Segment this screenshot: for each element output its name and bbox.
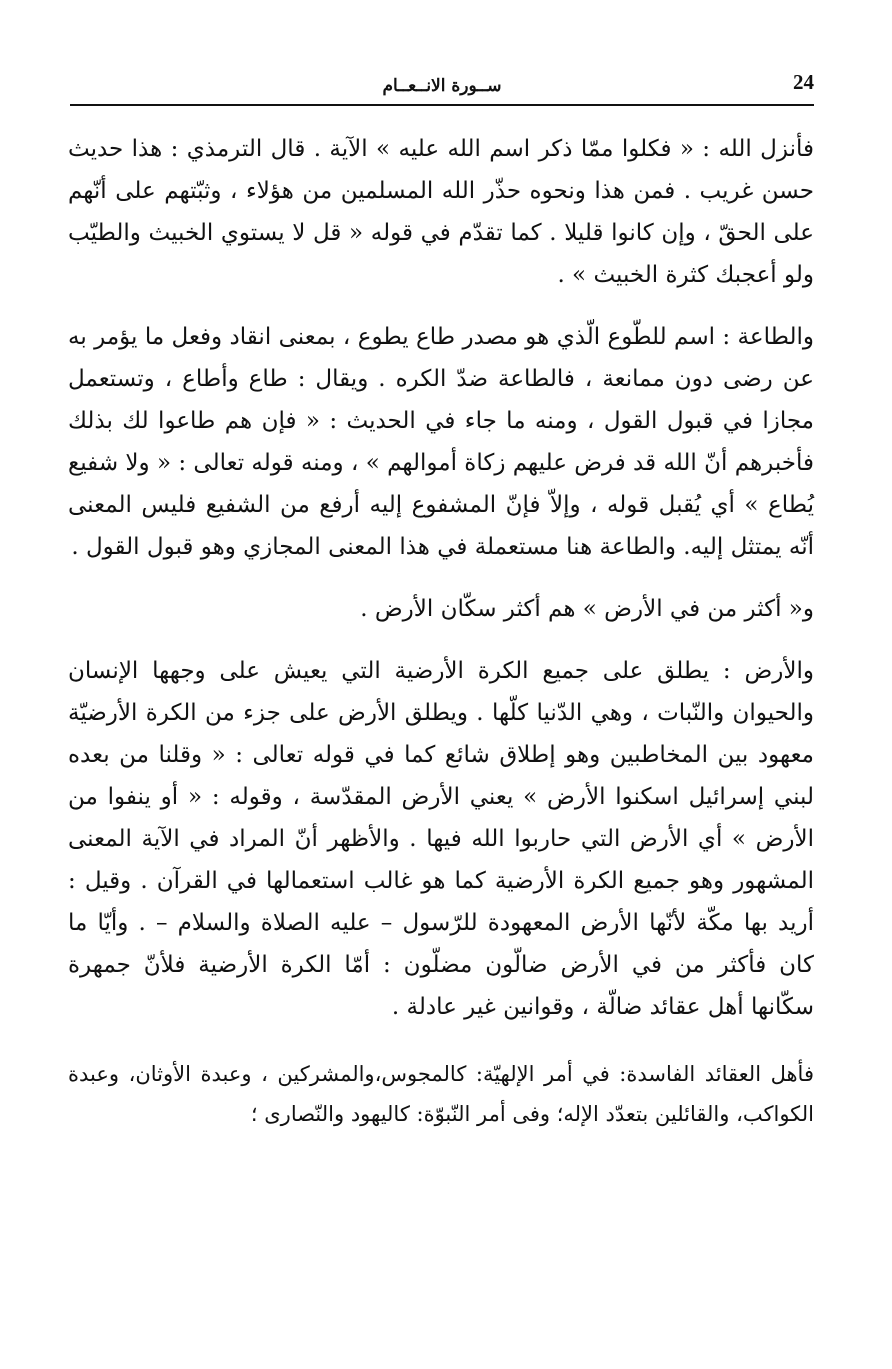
paragraph-ard: والأرض : يطلق على جميع الكرة الأرضية التي يعيش على وجهها الإنسان والحيوان والنّبات ، وهي الدّنيا كلّها . ويطلق الأرض على جزء من الكرة الأرضيّة معهود بين المخاطبين وهو إطلاق شائع كما في قوله تعالى : « وقلنا من بعده لبني إسرائيل اسكنوا الأرض » يعني الأرض المقدّسة ، وقوله : « أو ينفوا من الأرض » أي الأرض التي حاربوا الله فيها . والأظهر أنّ المراد في الآية المعنى المشهور وهو جميع الكرة الأرضية كما هو غالب استعمالها في القرآن . وقيل : أريد بها مكّة لأنّها الأرض المعهودة للرّسول – عليه الصلاة والسلام – . وأيّا ما كان فأكثر من في الأرض ضالّون مضلّون : أمّا الكرة الأرضية فلأنّ جمهرة سكّانها أهل عقائد ضالّة ، وقوانين غير عادلة . [68, 658, 814, 1020]
paragraph-taa: والطاعة : اسم للطّوع الّذي هو مصدر طاع يطوع ، بمعنى انقاد وفعل ما يؤمر به عن رضى دون ممانعة ، فالطاعة ضدّ الكره . ويقال : طاع وأطاع ، وتستعمل مجازا في قبول القول ، ومنه ما جاء في الحديث : « فإن هم طاعوا لك بذلك فأخبرهم أنّ الله قد فرض عليهم زكاة أموالهم » ، ومنه قوله تعالى : « ولا شفيع يُطاع » أي يُقبل قوله ، وإلاّ فإنّ المشفوع إليه أرفع من الشفيع فليس المعنى أنّه يمتثل إليه. والطاعة هنا مستعملة في هذا المعنى المجازي وهو قبول القول . [68, 324, 814, 560]
running-title: ســورة الانــعــام [382, 76, 502, 96]
paragraph-aqaid: فأهل العقائد الفاسدة: في أمر الإلهيّة: كالمجوس،والمشركين ، وعبدة الأوثان، وعبدة الكواكب، والقائلين بتعدّد الإله؛ وفى أمر النّبوّة: كاليهود والنّصارى ؛ [68, 1062, 814, 1126]
page-body [68, 128, 814, 1154]
paragraph-tirmidhi: فأنزل الله : « فكلوا ممّا ذكر اسم الله عليه » الآية . قال الترمذي : هذا حديث حسن غريب . فمن هذا ونحوه حذّر الله المسلمين من هؤلاء ، وثبّتهم على أنّهم على الحقّ ، وإن كانوا قليلا . كما تقدّم في قوله « قل لا يستوي الخبيث والطيّب ولو أعجبك كثرة الخبيث » . [68, 136, 814, 288]
page-header [70, 64, 814, 106]
paragraph-akthar: و« أكثر من في الأرض » هم أكثر سكّان الأرض . [360, 596, 814, 622]
page-number: 24 [793, 70, 814, 94]
